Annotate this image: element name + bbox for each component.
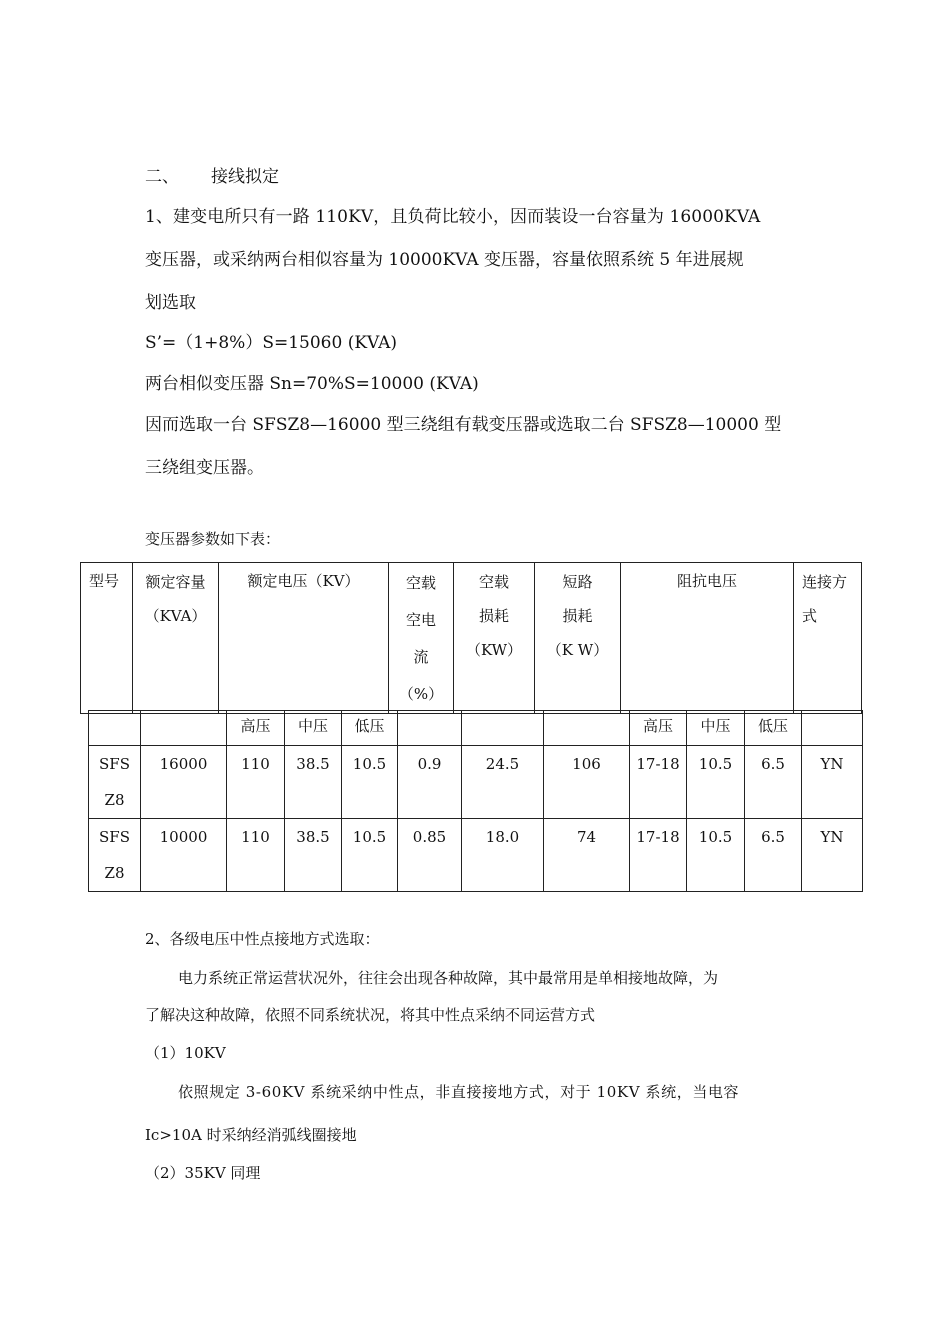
cell-model-line1: SFS	[99, 755, 130, 773]
section-title: 接线拟定	[211, 167, 279, 187]
cell-lv: 10.5	[342, 746, 398, 819]
section2-heading: 2、各级电压中性点接地方式选取：	[145, 930, 380, 948]
sub-mid-voltage: 中压	[285, 711, 342, 746]
cell-hv: 110	[227, 819, 285, 892]
th-noload-loss	[454, 563, 535, 714]
th-noload-loss-2: 损耗	[478, 607, 509, 625]
cell-imp-high: 17-18	[630, 746, 687, 819]
cell-short-loss: 106	[544, 746, 630, 819]
sub-low-voltage: 低压	[342, 711, 398, 746]
section2-p1-line1: 电力系统正常运营状况外，往往会出现各种故障，其中最常用是单相接地故障，为	[178, 969, 719, 987]
th-connection-1: 连接方	[802, 573, 848, 591]
cell-noload-current: 0.9	[398, 746, 462, 819]
th-noload-current-3: 流	[413, 648, 429, 666]
sub-empty-3	[398, 711, 462, 746]
table-row	[89, 746, 863, 819]
th-capacity-line2: （KVA）	[144, 607, 207, 625]
sub-empty-1	[89, 711, 141, 746]
cell-hv: 110	[227, 746, 285, 819]
sub-imp-mid: 中压	[687, 711, 745, 746]
cell-model	[89, 746, 141, 819]
cell-noload-loss: 18.0	[462, 819, 544, 892]
th-noload-loss-3: （KW）	[465, 641, 523, 659]
sub-empty-6	[802, 711, 863, 746]
sub-high-voltage: 高压	[227, 711, 285, 746]
cell-imp-high: 17-18	[630, 819, 687, 892]
para1-line2: 变压器，或采纳两台相似容量为 10000KVA 变压器，容量依照系统 5 年进展规	[145, 250, 744, 270]
th-noload-current-1: 空载	[405, 574, 436, 592]
th-capacity	[133, 563, 219, 714]
cell-imp-low: 6.5	[745, 746, 802, 819]
section2-item2: （2）35KV 同理	[145, 1164, 261, 1182]
cell-connection: YN	[802, 819, 863, 892]
sub-imp-high: 高压	[630, 711, 687, 746]
cell-mv: 38.5	[285, 819, 342, 892]
cell-noload-loss: 24.5	[462, 746, 544, 819]
sub-empty-4	[462, 711, 544, 746]
cell-model-line1: SFS	[99, 828, 130, 846]
subheader-row	[89, 711, 863, 746]
param-table-header	[80, 562, 862, 714]
cell-noload-current: 0.85	[398, 819, 462, 892]
section-number: 二、	[145, 167, 179, 187]
sub-empty-5	[544, 711, 630, 746]
th-capacity-line1: 额定容量	[145, 573, 206, 591]
th-model: 型号	[81, 563, 133, 714]
th-connection-2: 式	[802, 607, 818, 625]
cell-capacity: 16000	[141, 746, 227, 819]
section2-p2-line2: Ic>10A 时采纳经消弧线圈接地	[145, 1126, 357, 1144]
formula-sn: 两台相似变压器 Sn=70%S=10000 (KVA)	[145, 374, 479, 394]
cell-imp-mid: 10.5	[687, 819, 745, 892]
th-noload-current-2: 空电	[405, 611, 436, 629]
th-short-loss	[535, 563, 621, 714]
section2-p1-line2: 了解决这种故障，依照不同系统状况，将其中性点采纳不同运营方式	[145, 1006, 596, 1024]
para1-line3: 划选取	[145, 293, 196, 313]
cell-model-line2: Z8	[104, 791, 125, 809]
th-short-loss-3: （K W）	[546, 641, 609, 659]
th-connection	[794, 563, 862, 714]
section2-p2-line1: 依照规定 3-60KV 系统采纳中性点，非直接接地方式，对于 10KV 系统，当电容	[178, 1083, 740, 1101]
para1-line1: 1、建变电所只有一路 110KV，且负荷比较小，因而装设一台容量为 16000KVA	[145, 207, 761, 227]
cell-capacity: 10000	[141, 819, 227, 892]
para2-line1: 因而选取一台 SFSZ8—16000 型三绕组有载变压器或选取二台 SFSZ8—10000 型	[145, 415, 782, 435]
section2-item1: （1）10KV	[145, 1044, 226, 1062]
formula-s-prime: S’=（1+8%）S=15060 (KVA)	[145, 333, 398, 353]
table-caption: 变压器参数如下表：	[145, 530, 281, 548]
param-table-body	[88, 710, 863, 892]
para2-line2: 三绕组变压器。	[145, 458, 264, 478]
th-noload-loss-1: 空载	[478, 573, 509, 591]
cell-lv: 10.5	[342, 819, 398, 892]
sub-empty-2	[141, 711, 227, 746]
th-short-loss-2: 损耗	[562, 607, 593, 625]
th-noload-current-4: （%）	[398, 685, 444, 703]
th-short-loss-1: 短路	[562, 573, 593, 591]
th-noload-current	[389, 563, 454, 714]
table-row	[89, 819, 863, 892]
cell-model-line2: Z8	[104, 864, 125, 882]
cell-mv: 38.5	[285, 746, 342, 819]
th-impedance: 阻抗电压	[621, 563, 794, 714]
sub-imp-low: 低压	[745, 711, 802, 746]
th-voltage: 额定电压（KV）	[219, 563, 389, 714]
cell-short-loss: 74	[544, 819, 630, 892]
cell-imp-mid: 10.5	[687, 746, 745, 819]
cell-connection: YN	[802, 746, 863, 819]
cell-model	[89, 819, 141, 892]
cell-imp-low: 6.5	[745, 819, 802, 892]
